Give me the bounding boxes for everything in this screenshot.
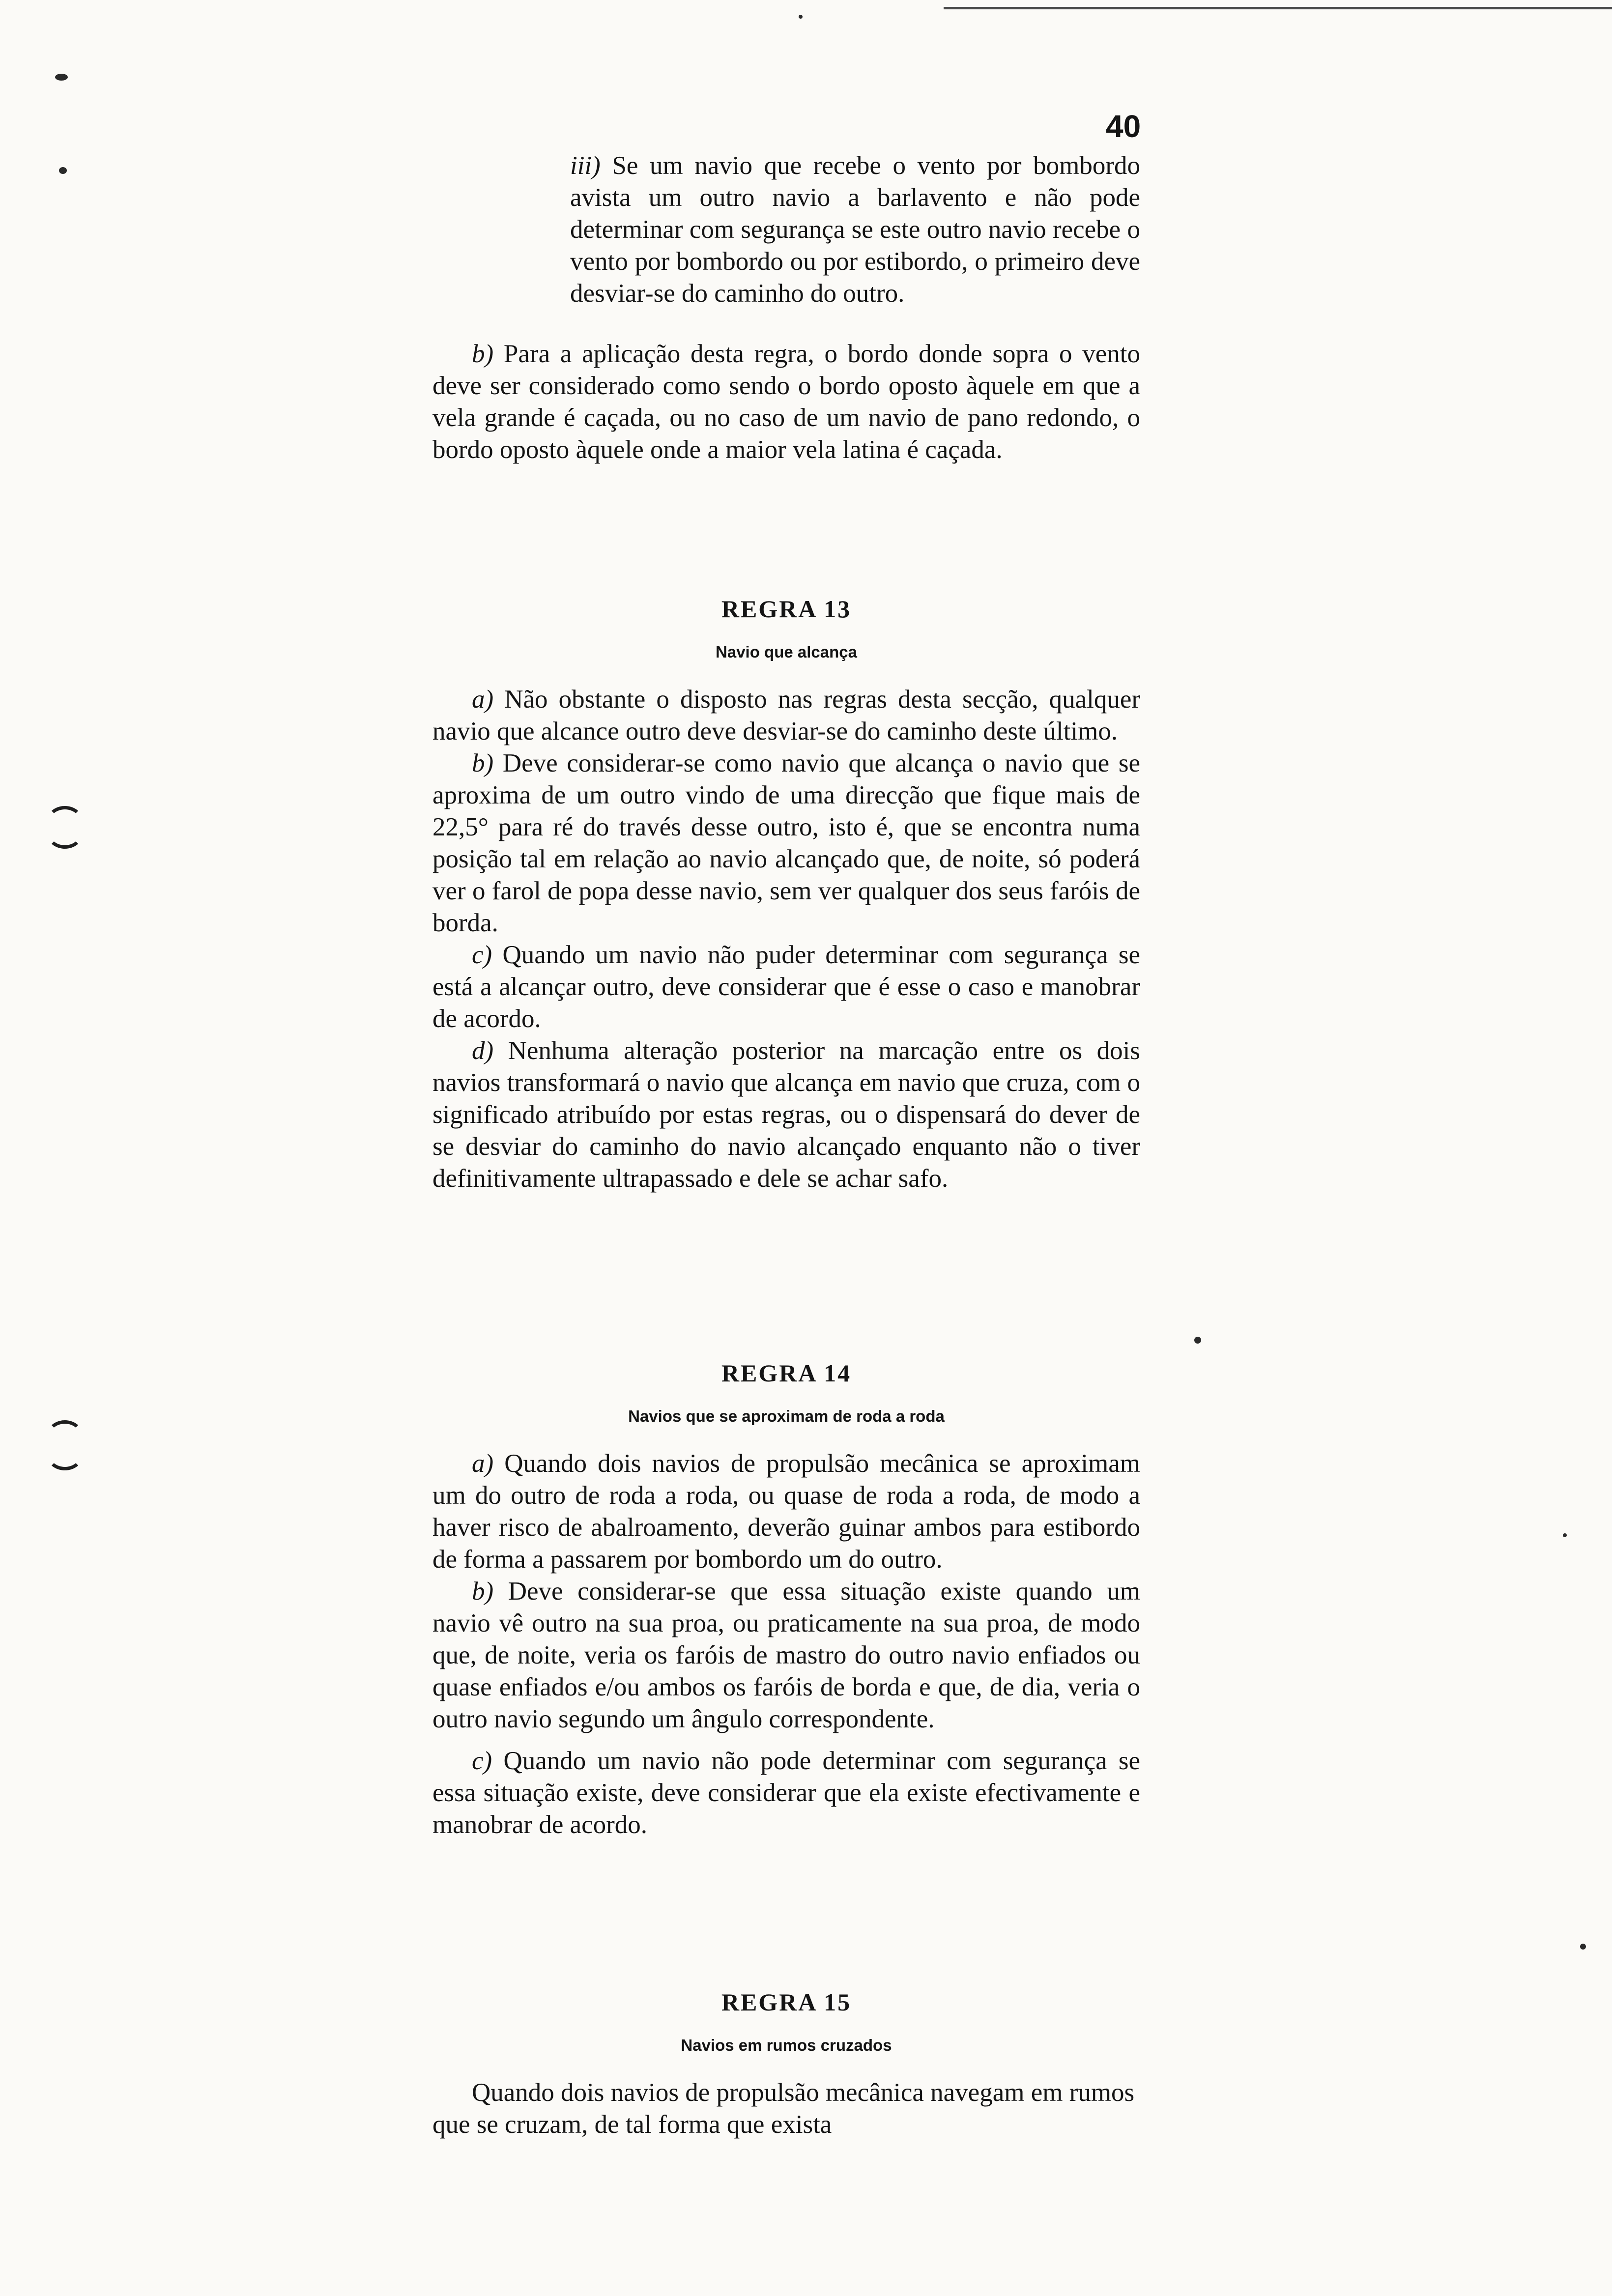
paragraph-text: Deve considerar-se como navio que alcança o navio que se aproxima de um outro vindo de uma direcção que fique mais de 22,5° para ré do través desse outro, isto é, que se encontra numa posição tal em relação ao navio alcançado que, de noite, só poderá ver o farol de popa desse navio, sem ver qualquer dos seus faróis de borda. <box>432 749 1141 937</box>
rule-13-paragraph-c <box>432 939 1140 1035</box>
rule-15-section <box>432 1988 1140 2141</box>
rule-15-subtitle: Navios em rumos cruzados <box>681 2036 892 2054</box>
scan-speck <box>1194 1337 1201 1344</box>
paragraph-text: Nenhuma alteração posterior na marcação entre os dois navios transformará o navio que alcança em navio que cruza, com o significado atribuído por estas regras, ou o dispensará do dever de se desviar do caminho do navio alcançado enquanto não o tiver definitivamente ultrapassado e dele se achar safo. <box>432 1036 1140 1193</box>
rule-13-paragraph-d <box>432 1035 1140 1195</box>
item-iii-text: Se um navio que recebe o vento por bombordo avista um outro navio a barlavento e não pode determinar com segurança se este outro navio recebe o vento por bombordo ou por estibordo, o primeiro deve desviar-se do caminho do outro. <box>570 151 1140 308</box>
intro-section <box>432 150 1140 466</box>
rule-13-heading: REGRA 13 <box>721 595 852 623</box>
paragraph-text: Quando um navio não puder determinar com segurança se está a alcançar outro, deve considerar que é esse o caso e manobrar de acordo. <box>432 941 1140 1033</box>
paragraph-text: Quando dois navios de propulsão mecânica se aproximam um do outro de roda a roda, ou quase de roda a roda, de modo a haver risco de abalroamento, deverão guinar ambos para estibordo de forma a passarem por bombordo um do outro. <box>432 1449 1141 1574</box>
rule-13-subtitle: Navio que alcança <box>716 643 857 661</box>
paragraph-b-text: Para a aplicação desta regra, o bordo donde sopra o vento deve ser considerado como sendo o bordo oposto àquele em que a vela grande é caçada, ou no caso de um navio de pano redondo, o bordo oposto àquele onde a maior vela latina é caçada. <box>432 340 1141 464</box>
rule-14-paragraph-c <box>432 1745 1140 1841</box>
page-number: 40 <box>1106 109 1141 144</box>
paragraph-label: a) <box>472 1449 494 1478</box>
binder-hole-bottom-1 <box>47 818 83 849</box>
rule-13-section <box>432 595 1140 1195</box>
scan-speck <box>55 74 68 81</box>
paragraph-label: b) <box>472 1577 494 1606</box>
scan-edge-line <box>944 7 1612 9</box>
paragraph-text: Deve considerar-se que essa situação existe quando um navio vê outro na sua proa, ou praticamente na sua proa, de modo que, de noite, veria os faróis de mastro do outro navio enfiados ou quase enfiados e/ou ambos os faróis de borda e que, de dia, veria o outro navio segundo um ângulo correspondente. <box>432 1577 1141 1733</box>
rule-13-paragraph-b <box>432 747 1140 939</box>
rule-14-paragraph-b <box>432 1576 1140 1735</box>
paragraph-b-label: b) <box>472 340 494 368</box>
scan-speck <box>799 15 803 19</box>
rule-14-section <box>432 1359 1140 1841</box>
paragraph-text: Quando um navio não pode determinar com segurança se essa situação existe, deve considerar que ela existe efectivamente e manobrar de acordo. <box>432 1747 1141 1839</box>
scan-speck <box>1563 1533 1567 1537</box>
paragraph-b <box>432 338 1140 466</box>
rule-15-heading: REGRA 15 <box>721 1988 852 2016</box>
paragraph-label: a) <box>472 685 494 714</box>
paragraph-label: c) <box>472 941 492 969</box>
paragraph-text: Não obstante o disposto nas regras desta secção, qualquer navio que alcance outro deve desviar-se do caminho deste último. <box>432 685 1140 746</box>
paragraph-label: c) <box>472 1747 492 1775</box>
paragraph-label: b) <box>472 749 494 777</box>
scan-speck <box>1580 1944 1586 1950</box>
rule-13-paragraph-a <box>432 684 1140 747</box>
rule-14-paragraph-a <box>432 1448 1140 1576</box>
scan-speck <box>59 167 67 174</box>
item-iii-label: iii) <box>570 151 601 180</box>
paragraph-label: d) <box>472 1036 494 1065</box>
rule-15-paragraph: Quando dois navios de propulsão mecânica navegam em rumos que se cruzam, de tal forma que exista <box>432 2078 1135 2139</box>
item-iii <box>570 150 1140 310</box>
rule-14-subtitle: Navios que se aproximam de roda a roda <box>628 1407 945 1425</box>
binder-hole-bottom-2 <box>47 1440 83 1470</box>
rule-14-heading: REGRA 14 <box>721 1359 852 1387</box>
